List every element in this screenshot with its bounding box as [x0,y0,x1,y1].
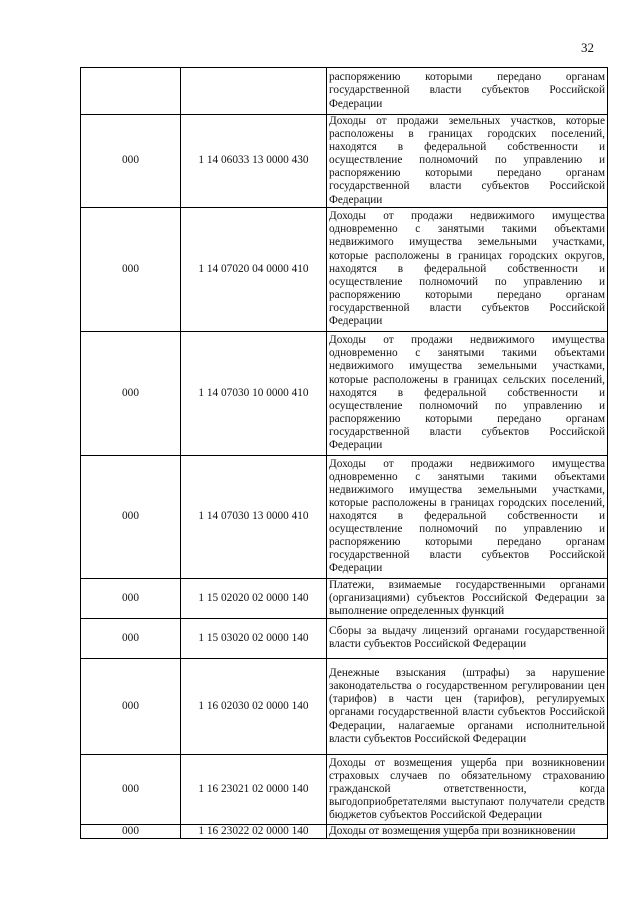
admin-code-cell: 000 [81,115,181,208]
table-row [81,331,608,455]
admin-code-cell [81,68,181,115]
table-row [81,824,608,838]
budget-code-cell: 1 16 02030 02 0000 140 [181,658,327,754]
description-cell: Сборы за выдачу лицензий органами государственной власти субъектов Российской Федерации [327,618,608,658]
page-number: 32 [581,40,594,55]
budget-code-cell: 1 16 23022 02 0000 140 [181,824,327,838]
description-cell: Доходы от продажи земельных участков, которые расположены в границах городских поселений, находятся в федеральной собственности и осуществление полномочий по управлению и распоряжению которыми передано органам государственной власти субъектов Российской Федерации [327,115,608,208]
description-cell: Доходы от продажи недвижимого имущества одновременно с занятыми такими объектами недвижимого имущества земельными участками, которые расположены в границах городских поселений, находятся в федеральной собственности и осуществление полномочий по управлению и распоряжению которыми передано органам государственной власти субъектов Российской Федерации [327,455,608,578]
table-row [81,115,608,208]
admin-code-cell: 000 [81,455,181,578]
description-cell: распоряжению которыми передано органам государственной власти субъектов Российской Федерации [327,68,608,115]
table-row [81,68,608,115]
table-row [81,578,608,618]
budget-code-cell: 1 15 02020 02 0000 140 [181,578,327,618]
table-row [81,754,608,824]
budget-code-cell: 1 14 07020 04 0000 410 [181,207,327,331]
description-cell: Платежи, взимаемые государственными органами (организациями) субъектов Российской Федерации за выполнение определенных функций [327,578,608,618]
description-cell: Доходы от возмещения ущерба при возникновении [327,824,608,838]
table-row [81,658,608,754]
admin-code-cell: 000 [81,658,181,754]
table-row [81,618,608,658]
table-row [81,455,608,578]
revenue-codes-table [80,67,608,839]
admin-code-cell: 000 [81,618,181,658]
budget-code-cell: 1 16 23021 02 0000 140 [181,754,327,824]
budget-code-cell: 1 15 03020 02 0000 140 [181,618,327,658]
description-cell: Доходы от продажи недвижимого имущества одновременно с занятыми такими объектами недвижимого имущества земельными участками, которые расположены в границах городских округов, находятся в федеральной собственности и осуществление полномочий по управлению и распоряжению которыми передано органам государственной власти субъектов Российской Федерации [327,207,608,331]
table-row [81,207,608,331]
admin-code-cell: 000 [81,331,181,455]
budget-code-cell [181,68,327,115]
admin-code-cell: 000 [81,578,181,618]
budget-code-cell: 1 14 07030 13 0000 410 [181,455,327,578]
description-cell: Денежные взыскания (штрафы) за нарушение законодательства о государственном регулировании цен (тарифов) в части цен (тарифов), регулируемых органами государственной власти субъектов Российской Федерации, налагаемые органами исполнительной власти субъектов Российской Федерации [327,658,608,754]
budget-code-cell: 1 14 07030 10 0000 410 [181,331,327,455]
admin-code-cell: 000 [81,824,181,838]
admin-code-cell: 000 [81,754,181,824]
description-cell: Доходы от возмещения ущерба при возникновении страховых случаев по обязательному страхованию гражданской ответственности, когда выгодоприобретателями выступают получатели средств бюджетов субъектов Российской Федерации [327,754,608,824]
description-cell: Доходы от продажи недвижимого имущества одновременно с занятыми такими объектами недвижимого имущества земельными участками, которые расположены в границах сельских поселений, находятся в федеральной собственности и осуществление полномочий по управлению и распоряжению которыми передано органам государственной власти субъектов Российской Федерации [327,331,608,455]
admin-code-cell: 000 [81,207,181,331]
budget-code-cell: 1 14 06033 13 0000 430 [181,115,327,208]
